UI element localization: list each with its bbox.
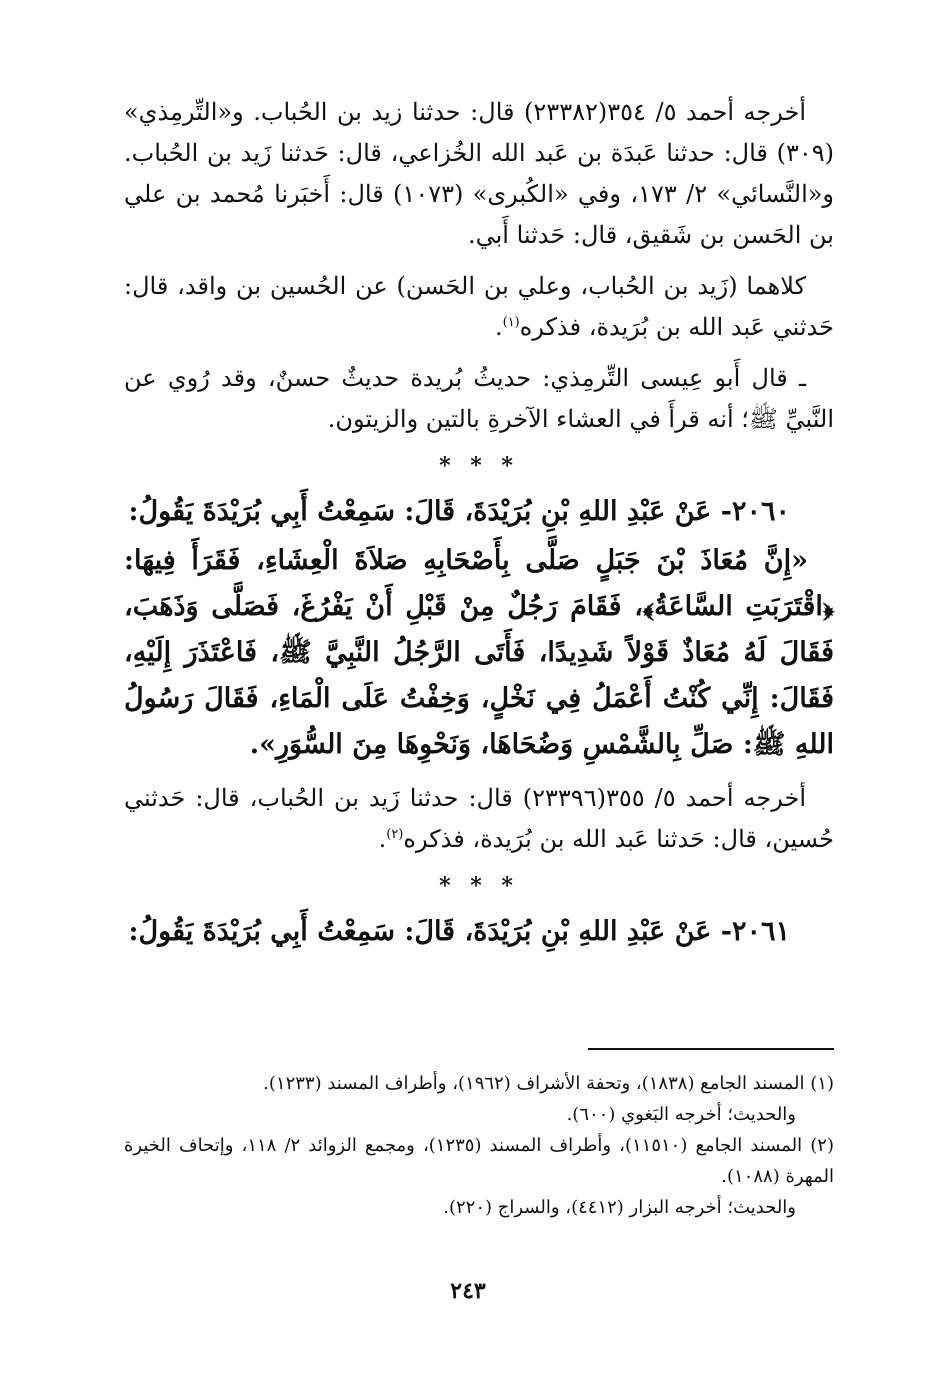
- hadith-2060-matn: «إِنَّ مُعَاذَ بْنَ جَبَلٍ صَلَّى بِأَصْحَابِهِ صَلاَةَ الْعِشَاءِ، فَقَرَأَ فِيهَا: ﴿اقْتَرَبَتِ السَّاعَةُ﴾، فَقَامَ رَجُلٌ مِنْ قَبْلِ أَنْ يَفْرُغَ، فَصَلَّى وَذَهَبَ، فَقَالَ لَهُ مُعَاذٌ قَوْلاً شَدِيدًا، فَأَتَى الرَّجُلُ النَّبِيَّ ﷺ، فَاعْتَذَرَ إِلَيْهِ، فَقَالَ: إِنِّي كُنْتُ أَعْمَلُ فِي نَخْلٍ، وَخِفْتُ عَلَى الْمَاءِ، فَقَالَ رَسُولُ اللهِ ﷺ: صَلِّ بِالشَّمْسِ وَضُحَاهَا، وَنَحْوِهَا مِنَ السُّوَرِ».: [124, 545, 834, 760]
- hadith-2060-heading: [124, 490, 834, 534]
- takhrij-end-2: .: [494, 313, 503, 341]
- footnote-marker-2[interactable]: (٢): [386, 827, 404, 842]
- footnote-divider: [588, 1048, 834, 1050]
- page-number: ٢٤٣: [450, 1278, 486, 1304]
- hadith-number: ٢٠٦٠-: [720, 496, 790, 527]
- hadith-isnad: عَنْ عَبْدِ اللهِ بْنِ بُرَيْدَةَ، قَالَ: سَمِعْتُ أَبِي بُرَيْدَةَ يَقُولُ:: [128, 496, 712, 527]
- tirmidhi-comment: ـ قال أَبو عِيسى التِّرمِذي: حديثُ بُريدة حديثٌ حسنٌ، وقد رُوي عن النَّبيِّ ﷺ؛ أنه قرأَ في العشاء الآخرةِ بالتين والزيتون.: [124, 364, 834, 433]
- footnote-1: (١) المسند الجامع (١٨٣٨)، وتحفة الأشراف (١٩٦٢)، وأطراف المسند (١٢٣٣).: [263, 1073, 834, 1094]
- footnote-2: (٢) المسند الجامع (١١٥١٠)، وأطراف المسند (١٢٣٥)، ومجمع الزوائد ٢/ ١١٨، وإتحاف الخيرة المهرة (١٠٨٨).: [124, 1135, 834, 1187]
- hadith-isnad: عَنْ عَبْدِ اللهِ بْنِ بُرَيْدَةَ، قَالَ: سَمِعْتُ أَبِي بُرَيْدَةَ يَقُولُ:: [128, 916, 712, 947]
- footnotes-section: [124, 1068, 834, 1223]
- footnote-marker-1[interactable]: (١): [502, 315, 520, 330]
- footnote-2-continuation: والحديث؛ أخرجه البزار (٤٤١٢)، والسراج (٢٢٠).: [443, 1197, 796, 1218]
- takhrij-end-2060: .: [378, 825, 387, 853]
- section-separator-stars: * * *: [439, 873, 519, 899]
- footnote-1-continuation: والحديث؛ أخرجه البَغوي (٦٠٠).: [566, 1104, 796, 1125]
- takhrij-paragraph-1: أخرجه أحمد ٥/ ٣٥٤(٢٣٣٨٢) قال: حدثنا زيد بن الحُباب. و«التِّرمِذي» (٣٠٩) قال: حدثنا عَبدَة بن عَبد الله الخُزاعي، قال: حَدثنا زَيد بن الحُباب. و«النَّسائي» ٢/ ١٧٣، وفي «الكُبرى» (١٠٧٣) قال: أَخبَرنا مُحمد بن علي بن الحَسن بن شَقيق، قال: حَدثنا أَبي.: [124, 98, 835, 249]
- takhrij-paragraph-2: [124, 266, 834, 348]
- page-body: [124, 92, 834, 958]
- takhrij-text-2: كلاهما (زَيد بن الحُباب، وعلي بن الحَسن) عن الحُسين بن واقد، قال: حَدثني عَبد الله بن بُرَيدة، فذكره: [124, 272, 834, 341]
- hadith-2061-heading: [124, 910, 834, 954]
- section-separator-stars: * * *: [439, 453, 519, 479]
- hadith-2060-takhrij: [124, 778, 834, 860]
- hadith-number: ٢٠٦١-: [720, 916, 790, 947]
- takhrij-text-2060: أخرجه أحمد ٥/ ٣٥٥(٢٣٣٩٦) قال: حدثنا زَيد بن الحُباب، قال: حَدثني حُسين، قال: حَدثنا عَبد الله بن بُرَيدة، فذكره: [124, 784, 834, 853]
